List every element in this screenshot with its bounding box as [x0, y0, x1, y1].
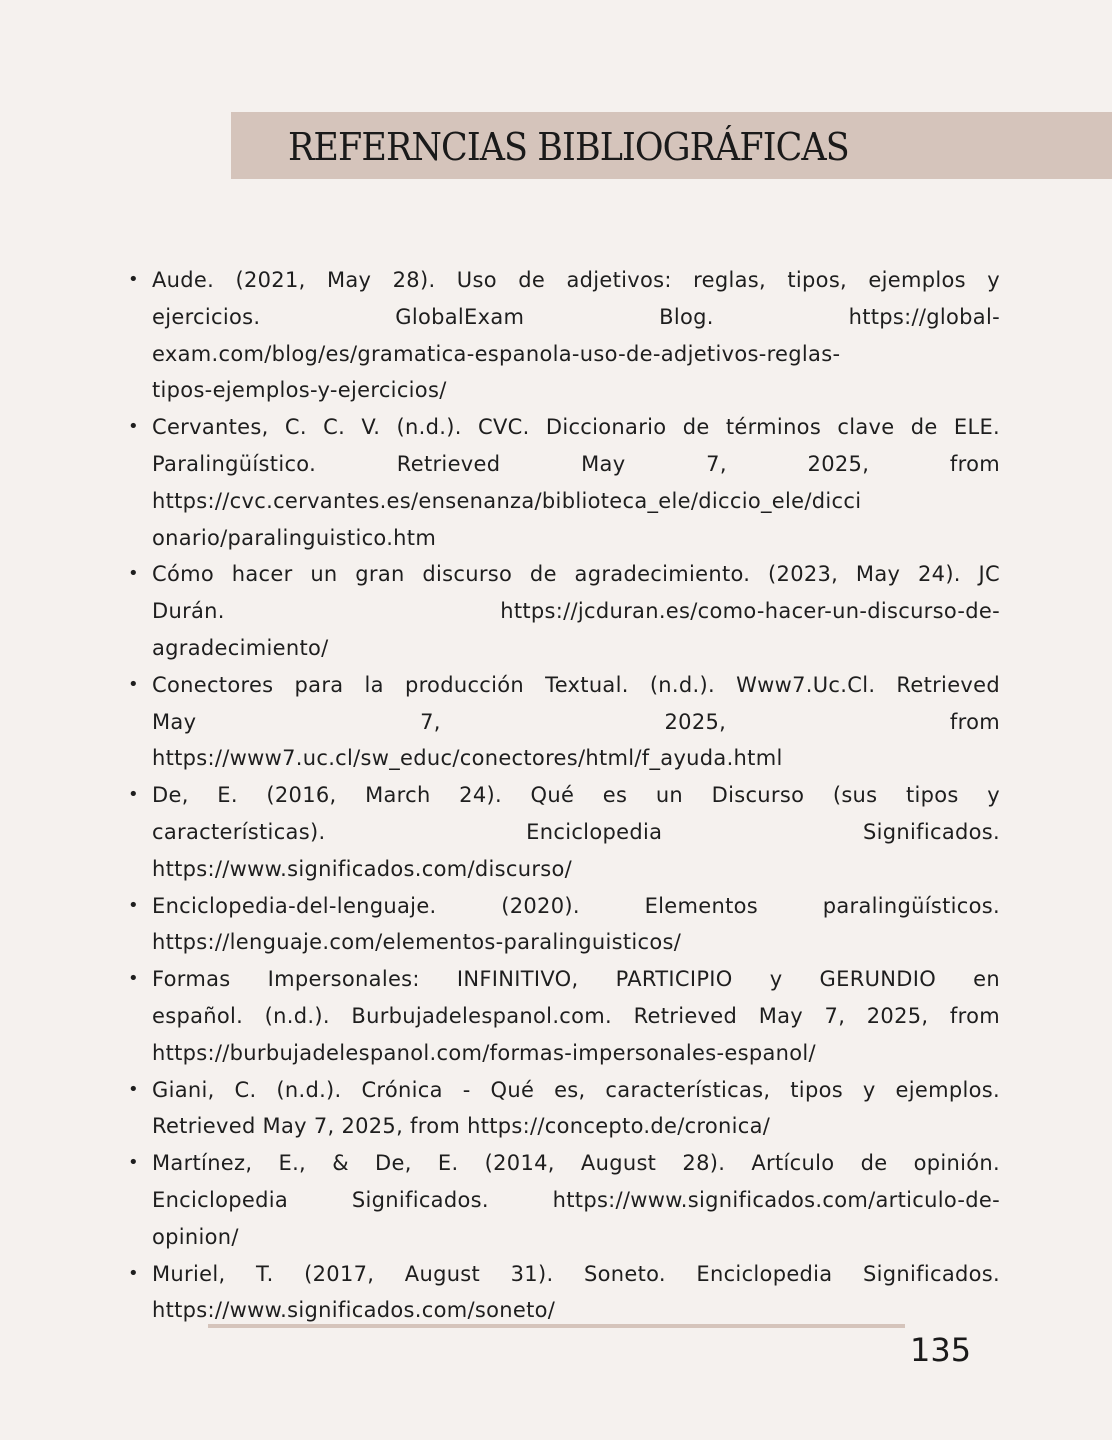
bullet-icon: •	[128, 1078, 139, 1100]
reference-line: Retrieved May 7, 2025, from https://concepto.de/cronica/	[152, 1114, 771, 1139]
reference-line: Martínez, E., & De, E. (2014, August 28). Artículo de opinión.	[152, 1151, 1000, 1176]
reference-item	[128, 409, 1000, 556]
reference-line: ejercicios. GlobalExam Blog. https://global-	[152, 304, 1000, 329]
reference-line: https://lenguaje.com/elementos-paralinguisticos/	[152, 930, 682, 955]
reference-line: Giani, C. (n.d.). Crónica - Qué es, características, tipos y ejemplos.	[152, 1077, 1000, 1102]
reference-line: características). Enciclopedia Significados.	[152, 819, 1000, 844]
reference-line: Paralingüístico. Retrieved May 7, 2025, from	[152, 451, 1000, 476]
reference-item	[128, 777, 1000, 887]
reference-line: De, E. (2016, March 24). Qué es un Discurso (sus tipos y	[152, 783, 1000, 808]
reference-line: onario/paralinguistico.htm	[152, 525, 437, 550]
reference-line: https://www.significados.com/soneto/	[152, 1298, 556, 1323]
reference-line: tipos-ejemplos-y-ejercicios/	[152, 378, 447, 403]
reference-item	[128, 556, 1000, 666]
reference-line: Muriel, T. (2017, August 31). Soneto. Enciclopedia Significados.	[152, 1261, 1000, 1286]
bullet-icon: •	[128, 269, 139, 290]
bullet-icon: •	[128, 968, 139, 990]
reference-line: https://burbujadelespanol.com/formas-impersonales-espanol/	[152, 1040, 816, 1065]
reference-line: Conectores para la producción Textual. (n.d.). Www7.Uc.Cl. Retrieved	[152, 672, 1000, 697]
bullet-icon: •	[128, 673, 139, 695]
bullet-icon: •	[128, 1262, 139, 1284]
reference-line: Aude. (2021, May 28). Uso de adjetivos: reglas, tipos, ejemplos y	[152, 268, 1000, 292]
bullet-icon: •	[128, 1152, 139, 1174]
footer-divider	[208, 1324, 905, 1328]
bullet-icon: •	[128, 784, 139, 806]
reference-line: Enciclopedia Significados. https://www.significados.com/articulo-de-	[152, 1187, 1000, 1212]
reference-line: Enciclopedia-del-lenguaje. (2020). Elementos paralingüísticos.	[152, 893, 1000, 918]
reference-line: Formas Impersonales: INFINITIVO, PARTICIPIO y GERUNDIO en	[152, 967, 1000, 992]
reference-item	[128, 961, 1000, 1071]
reference-line: agradecimiento/	[152, 635, 329, 660]
reference-item	[128, 1072, 1000, 1146]
bullet-icon: •	[128, 894, 139, 916]
reference-item	[128, 667, 1000, 777]
bullet-icon: •	[128, 416, 139, 438]
bullet-icon: •	[128, 563, 139, 585]
reference-line: May 7, 2025, from	[152, 709, 1000, 734]
reference-line: Cómo hacer un gran discurso de agradecimiento. (2023, May 24). JC	[152, 562, 1000, 587]
reference-item	[128, 1256, 1000, 1330]
reference-list	[128, 262, 1000, 1329]
reference-item	[128, 1145, 1000, 1255]
reference-line: Durán. https://jcduran.es/como-hacer-un-discurso-de-	[152, 599, 1000, 624]
reference-item	[128, 262, 1000, 409]
page-number: 135	[910, 1331, 972, 1369]
reference-line: https://cvc.cervantes.es/ensenanza/biblioteca_ele/diccio_ele/dicci	[152, 488, 862, 513]
reference-line: https://www.significados.com/discurso/	[152, 856, 573, 881]
reference-line: español. (n.d.). Burbujadelespanol.com. Retrieved May 7, 2025, from	[152, 1003, 1000, 1028]
page-title: REFERNCIAS BIBLIOGRÁFICAS	[288, 125, 849, 169]
reference-line: Cervantes, C. C. V. (n.d.). CVC. Diccionario de términos clave de ELE.	[152, 415, 1000, 440]
reference-line: exam.com/blog/es/gramatica-espanola-uso-de-adjetivos-reglas-	[152, 341, 841, 366]
reference-line: https://www7.uc.cl/sw_educ/conectores/html/f_ayuda.html	[152, 746, 783, 771]
reference-line: opinion/	[152, 1224, 239, 1249]
reference-item	[128, 888, 1000, 962]
